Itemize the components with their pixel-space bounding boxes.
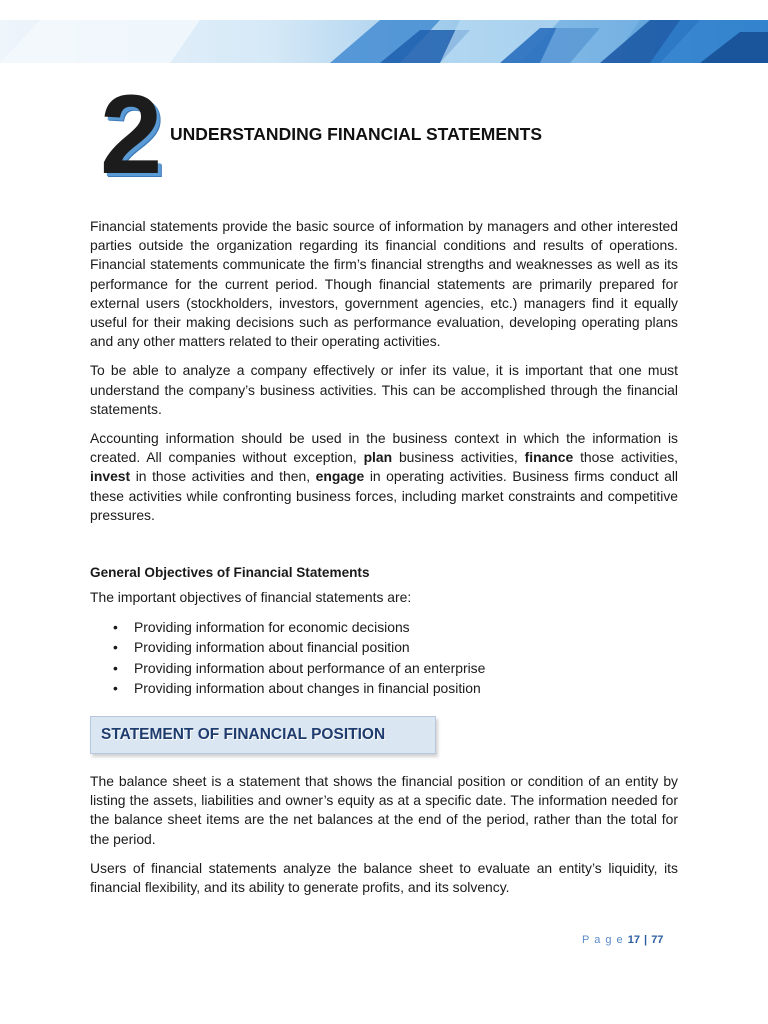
page-content	[90, 217, 678, 907]
text-run: Accounting information should be used in the business context in which the information is created. All companies without exception,	[90, 430, 678, 466]
section-heading-box	[90, 716, 436, 754]
objectives-heading: General Objectives of Financial Statements	[90, 565, 370, 581]
page-label: P a g e	[582, 934, 624, 946]
list-item	[90, 658, 678, 678]
section-title: STATEMENT OF FINANCIAL POSITION	[101, 726, 386, 744]
total-pages: 77	[651, 934, 664, 946]
bold-term-invest: invest	[90, 468, 131, 485]
intro-paragraph: Financial statements provide the basic source of information by managers and other interested parties outside the organization regarding its financial conditions and results of operations. Financial statements communicate the firm’s financial strengths and weaknesses as well as its performance for the current period. Though financial statements are primarily prepared for external users (stockholders, investors, government agencies, etc.) managers find it equally useful for their making decisions such as performance evaluation, developing operating plans and any other matters related to their operating activities.	[90, 218, 678, 350]
text-run: those activities,	[573, 449, 679, 466]
list-item-text: Providing information for economic decisions	[134, 619, 410, 636]
list-item-text: Providing information about performance of an enterprise	[134, 659, 486, 676]
list-item	[90, 678, 678, 698]
objectives-list	[90, 617, 678, 698]
page-separator: |	[644, 934, 648, 946]
bullet: •	[113, 659, 118, 676]
objectives-intro: The important objectives of financial statements are:	[90, 589, 412, 606]
list-item	[90, 637, 678, 657]
text-run: in operating activities. Business firms conduct all these activities while confronting business forces, including market constraints and competitive pressures.	[90, 468, 679, 523]
current-page: 17	[627, 934, 640, 946]
text-run: business activities,	[392, 449, 525, 466]
bullet: •	[113, 639, 118, 656]
accounting-context-paragraph	[90, 429, 678, 525]
balance-sheet-users-paragraph: Users of financial statements analyze the balance sheet to evaluate an entity’s liquidity, its financial flexibility, and its ability to generate profits, and its solvency.	[90, 859, 678, 896]
page-number	[582, 934, 663, 946]
business-activities-paragraph: To be able to analyze a company effectively or infer its value, it is important that one must understand the company’s business activities. This can be accomplished through the financial statements.	[90, 362, 678, 417]
bullet: •	[113, 679, 118, 696]
bullet: •	[113, 619, 118, 636]
chapter-number: 2	[100, 72, 159, 197]
list-item	[90, 617, 678, 637]
header-banner	[0, 20, 768, 63]
bold-term-finance: finance	[524, 449, 574, 466]
banner-graphic	[0, 20, 768, 63]
chapter-title: UNDERSTANDING FINANCIAL STATEMENTS	[170, 124, 543, 144]
text-run: in those activities and then,	[130, 468, 316, 485]
balance-sheet-paragraph: The balance sheet is a statement that shows the financial position or condition of an entity by listing the assets, liabilities and owner’s equity as at a specific date. The information needed for the balance sheet items are the net balances at the end of the period, rather than the total for the period.	[90, 773, 678, 847]
list-item-text: Providing information about changes in financial position	[134, 679, 481, 696]
list-item-text: Providing information about financial position	[134, 639, 410, 656]
bold-term-plan: plan	[363, 449, 393, 466]
bold-term-engage: engage	[315, 468, 365, 485]
